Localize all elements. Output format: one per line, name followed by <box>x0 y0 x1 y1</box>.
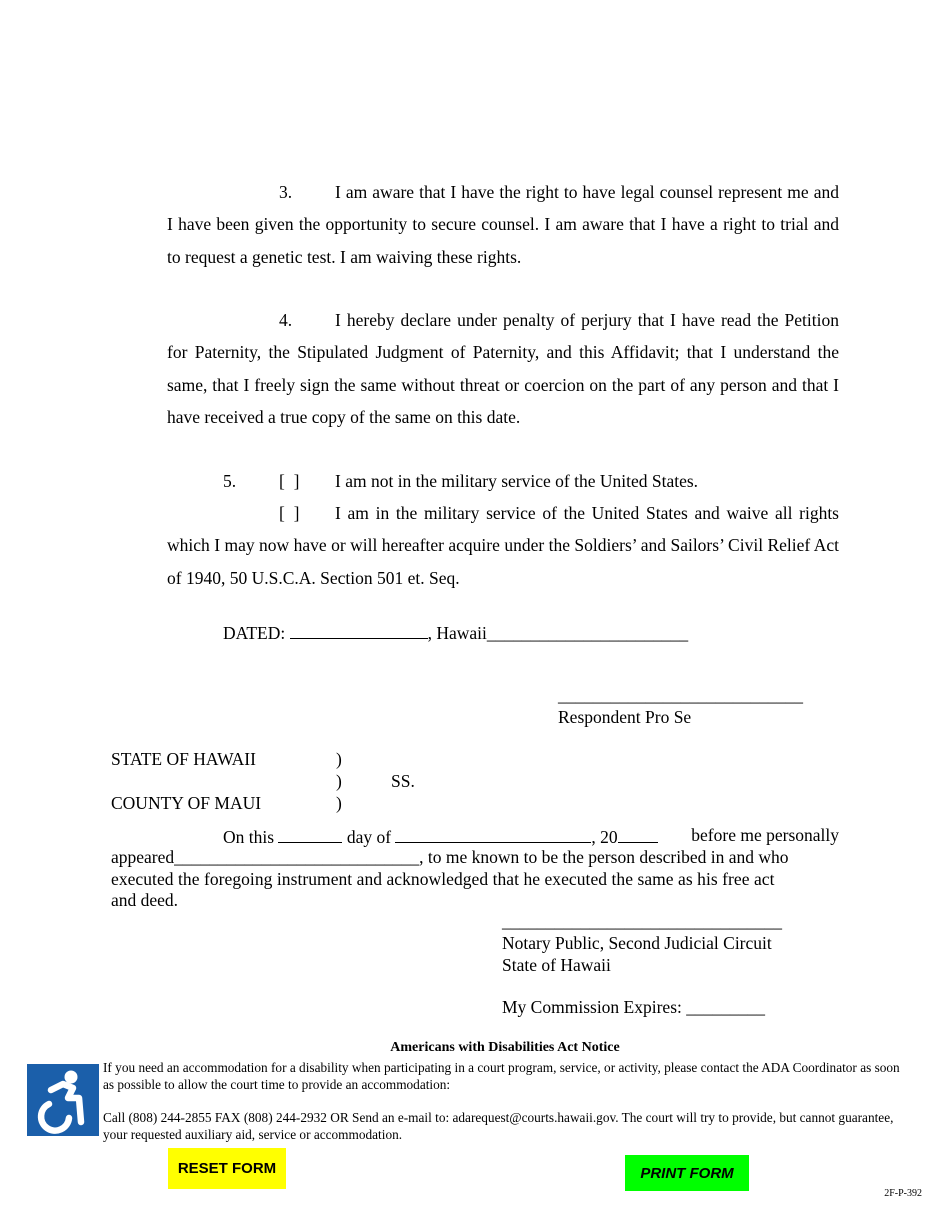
dated-hawaii-field[interactable]: _______________________ <box>486 623 689 643</box>
military-no-label: I am not in the military service of the United States. <box>335 471 699 491</box>
military-no-checkbox[interactable]: [ ] <box>279 471 300 491</box>
ack-line-4: and deed. <box>111 890 179 910</box>
ack-date-group <box>223 824 658 848</box>
ack-line-2 <box>111 846 839 868</box>
ack-before: before me personally <box>691 825 839 845</box>
state-label: STATE OF HAWAII <box>111 749 256 769</box>
respondent-signature-line[interactable]: ____________________________ <box>558 685 803 705</box>
notary-signature-line[interactable]: ________________________________ <box>502 911 782 931</box>
notary-commission[interactable]: My Commission Expires: _________ <box>502 997 765 1017</box>
paragraph-3 <box>167 176 839 273</box>
paragraph-5-number: 5. <box>223 471 237 491</box>
wheelchair-icon <box>27 1064 99 1136</box>
paragraph-4 <box>167 304 839 433</box>
county-label: COUNTY OF MAUI <box>111 793 262 813</box>
military-yes-checkbox[interactable]: [ ] <box>279 503 300 523</box>
venue-paren-1: ) <box>336 749 342 769</box>
notary-title-2: State of Hawaii <box>502 955 611 975</box>
respondent-label: Respondent Pro Se <box>558 707 692 727</box>
dated-date-field[interactable] <box>290 620 428 639</box>
venue-paren-2: ) <box>336 771 342 791</box>
ack-comma-20: , 20 <box>591 827 618 847</box>
reset-form-button[interactable]: RESET FORM <box>168 1148 286 1189</box>
dated-label: DATED: <box>223 623 286 643</box>
paragraph-3-number: 3. <box>279 182 293 202</box>
ack-appeared-group <box>111 846 789 868</box>
ack-line-3: executed the foregoing instrument and acknowledged that he executed the same as his free act <box>111 869 775 889</box>
ack-year-field[interactable] <box>618 824 658 843</box>
paragraph-4-number: 4. <box>279 310 293 330</box>
dated-hawaii-label: , Hawaii <box>427 623 487 643</box>
ack-day-of: day of <box>346 827 392 847</box>
print-form-button[interactable]: PRINT FORM <box>625 1155 749 1191</box>
ack-month-field[interactable] <box>395 824 591 843</box>
ack-day-field[interactable] <box>278 824 342 843</box>
venue-paren-3: ) <box>336 793 342 813</box>
paragraph-5-option2 <box>167 497 839 594</box>
ack-appeared: appeared <box>111 847 175 867</box>
accessibility-icon <box>27 1064 99 1136</box>
dated-line <box>223 620 688 644</box>
ack-appeared-field[interactable]: ____________________________ <box>174 847 420 867</box>
ack-line-1 <box>223 824 839 848</box>
military-yes-label: I am in the military service of the United States and waive all rights which I may now have or will hereafter acquire under the Soldiers’ and Sailors’ Civil Relief Act of 1940, 50 U.S.C.A. Section 501 et. Seq. <box>167 503 839 588</box>
form-number: 2F-P-392 <box>884 1188 922 1199</box>
ack-rest-1: , to me known to be the person described in and who <box>419 847 789 867</box>
paragraph-5-line1 <box>223 465 839 497</box>
ss-label: SS. <box>391 771 415 791</box>
paragraph-3-text: I am aware that I have the right to have legal counsel represent me and I have been given the opportunity to secure counsel. I am aware that I have a right to trial and to request a genetic test. I am waiving these rights. <box>167 182 839 267</box>
ada-text-2: Call (808) 244-2855 FAX (808) 244-2932 OR Send an e-mail to: adarequest@courts.hawaii.gov. The court will try to provide, but cannot guarantee, your requested auxiliary aid, service or accommodation. <box>103 1110 894 1142</box>
notary-title-1: Notary Public, Second Judicial Circuit <box>502 933 772 953</box>
ack-on-this: On this <box>223 827 275 847</box>
ada-heading: Americans with Disabilities Act Notice <box>390 1040 620 1055</box>
paragraph-4-text: I hereby declare under penalty of perjury that I have read the Petition for Paternity, the Stipulated Judgment of Paternity, and this Affidavit; that I understand the same, that I freely sign the same without threat or coercion on the part of any person and that I have received a true copy of the same on this date. <box>167 310 839 427</box>
ada-text-1: If you need an accommodation for a disability when participating in a court program, service, or activity, please contact the ADA Coordinator as soon as possible to allow the court time to provide an accommodation: <box>103 1060 900 1092</box>
